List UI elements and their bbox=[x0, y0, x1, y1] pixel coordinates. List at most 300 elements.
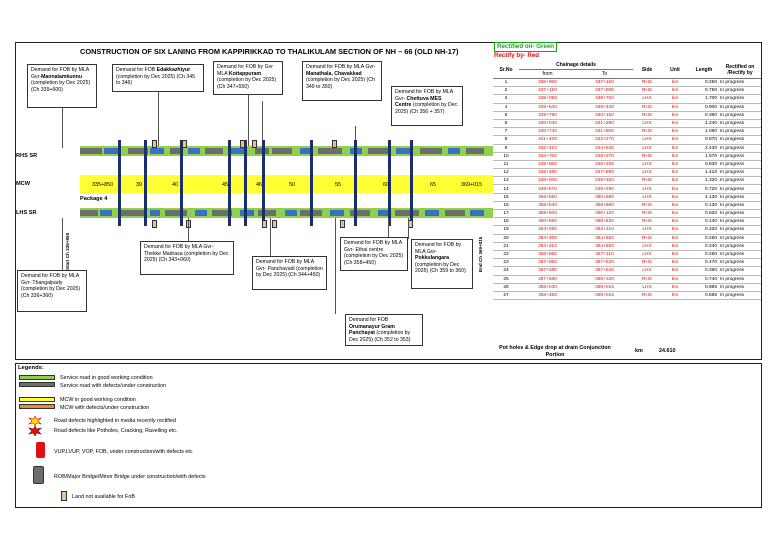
from-cell: 340+740 bbox=[519, 128, 576, 136]
lead-line bbox=[62, 108, 63, 148]
structure-pier bbox=[228, 140, 231, 226]
length-cell: 0.740 bbox=[689, 275, 719, 283]
side-cell: RHS bbox=[633, 128, 661, 136]
legend-item: Road defects highlighted in media recently rectified bbox=[54, 418, 176, 424]
status-cell: In progress bbox=[719, 128, 761, 136]
land-na-marker bbox=[272, 220, 277, 228]
unit-cell: km bbox=[661, 250, 689, 258]
legend-swatch-mcw-good bbox=[19, 397, 55, 402]
table-row bbox=[493, 128, 761, 136]
length-cell: 4.130 bbox=[689, 193, 719, 201]
to-cell: 369+015 bbox=[576, 291, 633, 299]
sr-no-cell: 11 bbox=[493, 160, 519, 168]
side-cell: RHS bbox=[633, 103, 661, 111]
land-na-marker bbox=[182, 140, 187, 148]
length-cell: 0.250 bbox=[689, 79, 719, 87]
length-cell: 0.250 bbox=[689, 234, 719, 242]
unit-cell: km bbox=[661, 218, 689, 226]
lead-line bbox=[335, 218, 336, 314]
legend-item: VUP,LVUP, VOP, FOB, under construction/with defects etc bbox=[54, 449, 193, 455]
land-na-marker bbox=[152, 220, 157, 228]
unit-cell: km bbox=[661, 79, 689, 87]
structure-pier bbox=[354, 140, 357, 226]
legend-swatch-bridge-defect bbox=[33, 466, 44, 484]
lhs-defect-block bbox=[165, 210, 187, 216]
from-cell: 358+530 bbox=[519, 201, 576, 209]
sr-no-cell: 4 bbox=[493, 103, 519, 111]
table-row bbox=[493, 291, 761, 299]
sr-no-cell: 19 bbox=[493, 226, 519, 234]
callout-pokkulangara: Demand for FOB by MLA Gvr- Pokkulangara (completion by Dec 2025) (Ch 359 to 360) bbox=[411, 239, 473, 289]
callout-ethai-centre: Demand for FOB by MLA Gvr- Ethai centre (completion by Dec 2025) (Ch 358+450) bbox=[340, 237, 408, 271]
callout-edakkazhiyur: Demand for FOB Edakkazhiyur (completion by Dec 2025) (Ch 345 to 346) bbox=[112, 64, 204, 92]
to-cell: 340+150 bbox=[576, 111, 633, 119]
land-na-marker bbox=[240, 140, 245, 148]
legend-item: Service road with defects/under construction bbox=[60, 383, 167, 389]
lhs-defect-block bbox=[120, 210, 144, 216]
lhs-defect-block bbox=[285, 210, 297, 216]
chainage-label: 50 bbox=[289, 182, 295, 188]
structure-pier bbox=[118, 140, 121, 226]
side-cell: RHS bbox=[633, 201, 661, 209]
table-row bbox=[493, 226, 761, 234]
callout-thangalpady: Demand for FOB by MLA Gvr- Thangalpady (completion by Dec 2025) (Ch 336+360) bbox=[17, 270, 87, 312]
length-cell: 1.700 bbox=[689, 95, 719, 103]
length-cell: 1.060 bbox=[689, 128, 719, 136]
unit-cell: km bbox=[661, 95, 689, 103]
status-cell: In progress bbox=[719, 185, 761, 193]
from-cell: 336+900 bbox=[519, 79, 576, 87]
to-cell: 364+650 bbox=[576, 234, 633, 242]
status-cell: In progress bbox=[719, 275, 761, 283]
land-na-marker bbox=[332, 140, 337, 148]
table-row bbox=[493, 283, 761, 291]
status-cell: In progress bbox=[719, 193, 761, 201]
summary-total: 24.610 bbox=[659, 348, 676, 354]
status-cell: In progress bbox=[719, 119, 761, 127]
to-cell: 349+290 bbox=[576, 185, 633, 193]
to-cell: 341+280 bbox=[576, 119, 633, 127]
side-cell: RHS bbox=[633, 111, 661, 119]
unit-cell: km bbox=[661, 136, 689, 144]
status-cell: In progress bbox=[719, 267, 761, 275]
rectify-red-label: Rectify by- Red bbox=[494, 52, 540, 59]
legend-item: Road defects like Potholes, Cracking, Ravelling etc. bbox=[54, 428, 178, 434]
chainage-label: 335+850 bbox=[92, 182, 114, 188]
table-row bbox=[493, 152, 761, 160]
unit-cell: km bbox=[661, 152, 689, 160]
unit-cell: km bbox=[661, 234, 689, 242]
to-cell: 367+110 bbox=[576, 250, 633, 258]
rectified-note bbox=[494, 42, 557, 60]
chainage-label: 46 bbox=[256, 182, 262, 188]
lead-line bbox=[408, 218, 409, 239]
to-cell: 344+840 bbox=[576, 144, 633, 152]
to-cell: 346+270 bbox=[576, 152, 633, 160]
lhs-defect-block bbox=[350, 210, 370, 216]
callout-thekke-madrasa: Demand for FOB by MLA Gvr- Thekke Madrasa (completion by Dec 2025) (Ch 343+060) bbox=[140, 241, 234, 275]
from-cell: 359+500 bbox=[519, 210, 576, 218]
chainage-label: 39 bbox=[136, 182, 142, 188]
unit-cell: km bbox=[661, 259, 689, 267]
rhs-defect-block bbox=[466, 148, 484, 154]
to-cell: 367+520 bbox=[576, 259, 633, 267]
side-cell: RHS bbox=[633, 234, 661, 242]
side-cell: RHS bbox=[633, 259, 661, 267]
status-cell: In progress bbox=[719, 79, 761, 87]
unit-cell: km bbox=[661, 185, 689, 193]
table-row bbox=[493, 193, 761, 201]
unit-cell: km bbox=[661, 177, 689, 185]
length-cell: 1.320 bbox=[689, 177, 719, 185]
table-row bbox=[493, 160, 761, 168]
sr-no-cell: 25 bbox=[493, 275, 519, 283]
status-table bbox=[493, 61, 761, 300]
unit-cell: km bbox=[661, 128, 689, 136]
col-chainage: Chainage details bbox=[519, 61, 633, 70]
length-cell: 0.900 bbox=[689, 103, 719, 111]
sr-no-cell: 17 bbox=[493, 210, 519, 218]
callout-chettuva: Demand for FOB by MLA Gvr- Chettuva MES Centre (completion by Dec 2025) (Ch 356 + 357) bbox=[391, 86, 463, 126]
rhs-defect-block bbox=[205, 148, 223, 154]
lead-line bbox=[62, 218, 63, 270]
rhs-defect-block bbox=[420, 148, 442, 154]
length-cell: 0.720 bbox=[689, 185, 719, 193]
sr-no-cell: 10 bbox=[493, 152, 519, 160]
table-row bbox=[493, 250, 761, 258]
from-cell: 348+570 bbox=[519, 185, 576, 193]
chainage-label: 45 bbox=[222, 182, 228, 188]
status-cell: In progress bbox=[719, 226, 761, 234]
legend-swatch-mcw-defect bbox=[19, 404, 55, 409]
length-cell: 0.130 bbox=[689, 201, 719, 209]
lhs-defect-block bbox=[240, 210, 254, 216]
table-row bbox=[493, 79, 761, 87]
to-cell: 337+900 bbox=[576, 87, 633, 95]
structure-pier bbox=[144, 140, 147, 226]
page-title: CONSTRUCTION OF SIX LANING FROM KAPPIRIKKAD TO THALIKULAM SECTION OF NH – 66 (OLD NH-17) bbox=[80, 47, 459, 56]
length-cell: 0.240 bbox=[689, 242, 719, 250]
from-cell: 366+860 bbox=[519, 250, 576, 258]
defect-burst-icon bbox=[28, 426, 42, 436]
callout-orumanayur: Demand for FOB Orumanayur Gram Panchayat (completion by Dec 2025) (Ch 352 to 353) bbox=[345, 314, 423, 346]
legend-swatch-service-good bbox=[19, 375, 55, 380]
sr-no-cell: 2 bbox=[493, 87, 519, 95]
from-cell: 368+030 bbox=[519, 283, 576, 291]
from-cell: 337+150 bbox=[519, 87, 576, 95]
unit-cell: km bbox=[661, 242, 689, 250]
unit-cell: km bbox=[661, 144, 689, 152]
from-cell: 360+690 bbox=[519, 218, 576, 226]
from-cell: 364+090 bbox=[519, 226, 576, 234]
unit-cell: km bbox=[661, 226, 689, 234]
side-cell: RHS bbox=[633, 152, 661, 160]
lhs-defect-block bbox=[80, 210, 98, 216]
length-cell: 1.570 bbox=[689, 152, 719, 160]
chainage-label: 40 bbox=[172, 182, 178, 188]
side-cell: LHS bbox=[633, 242, 661, 250]
callout-panchavadi: Demand for FOB by MLA Gvr- Panchavadi (completion by Dec 2025) (Ch 344+450) bbox=[252, 256, 327, 290]
side-cell: LHS bbox=[633, 136, 661, 144]
table-row bbox=[493, 242, 761, 250]
land-na-marker bbox=[252, 140, 257, 148]
table-row bbox=[493, 87, 761, 95]
legend-title: Legends: bbox=[18, 365, 44, 371]
status-cell: In progress bbox=[719, 144, 761, 152]
unit-cell: km bbox=[661, 111, 689, 119]
table-row bbox=[493, 234, 761, 242]
from-cell: 367+280 bbox=[519, 267, 576, 275]
to-cell: 339+440 bbox=[576, 103, 633, 111]
unit-cell: km bbox=[661, 201, 689, 209]
from-cell: 344+700 bbox=[519, 152, 576, 160]
lhs-defect-block bbox=[195, 210, 207, 216]
structure-pier bbox=[180, 140, 183, 226]
lead-line bbox=[248, 95, 249, 148]
sr-no-cell: 15 bbox=[493, 193, 519, 201]
status-cell: In progress bbox=[719, 218, 761, 226]
to-cell: 341+800 bbox=[576, 128, 633, 136]
to-cell: 360+120 bbox=[576, 210, 633, 218]
to-cell: 346+330 bbox=[576, 160, 633, 168]
rhs-defect-block bbox=[448, 148, 460, 154]
rectified-burst-icon bbox=[28, 416, 42, 426]
table-row bbox=[493, 201, 761, 209]
table-row bbox=[493, 218, 761, 226]
status-cell: In progress bbox=[719, 95, 761, 103]
rhs-defect-block bbox=[80, 148, 102, 154]
callout-mannalamkunnu: Demand for FOB by MLA Gvr-Mannalamkunnu (completion by Dec 2025) (Ch 339+600) bbox=[27, 64, 97, 108]
legend-swatch-structure-defect bbox=[36, 442, 45, 458]
package-label: Package 4 bbox=[80, 196, 108, 202]
from-cell: 345+500 bbox=[519, 160, 576, 168]
status-cell: In progress bbox=[719, 136, 761, 144]
rhs-defect-block bbox=[188, 148, 200, 154]
summary-unit: km bbox=[635, 348, 643, 354]
length-cell: 0.665 bbox=[689, 291, 719, 299]
start-chainage-label: Start Ch 335+850 bbox=[65, 232, 70, 270]
to-cell: 339+750 bbox=[576, 95, 633, 103]
unit-cell: km bbox=[661, 103, 689, 111]
lhs-defect-block bbox=[395, 210, 419, 216]
to-cell: 349+320 bbox=[576, 177, 633, 185]
from-cell: 341+400 bbox=[519, 136, 576, 144]
sr-no-cell: 22 bbox=[493, 250, 519, 258]
from-cell: 340+040 bbox=[519, 119, 576, 127]
sr-no-cell: 3 bbox=[493, 95, 519, 103]
side-cell: RHS bbox=[633, 177, 661, 185]
length-cell: 0.360 bbox=[689, 111, 719, 119]
table-row bbox=[493, 259, 761, 267]
side-cell: LHS bbox=[633, 283, 661, 291]
to-cell: 337+150 bbox=[576, 79, 633, 87]
side-cell: LHS bbox=[633, 119, 661, 127]
length-cell: 0.360 bbox=[689, 267, 719, 275]
sr-no-cell: 16 bbox=[493, 201, 519, 209]
status-cell: In progress bbox=[719, 291, 761, 299]
sr-no-cell: 6 bbox=[493, 119, 519, 127]
structure-pier bbox=[244, 140, 247, 226]
sr-no-cell: 13 bbox=[493, 177, 519, 185]
length-cell: 0.830 bbox=[689, 160, 719, 168]
summary-label: Pot holes & Edge drop at drain Conjunction Portion bbox=[499, 345, 611, 358]
from-cell: 367+580 bbox=[519, 275, 576, 283]
side-cell: RHS bbox=[633, 79, 661, 87]
length-cell: 0.620 bbox=[689, 210, 719, 218]
to-cell: 369+015 bbox=[576, 283, 633, 291]
from-cell: 339+790 bbox=[519, 111, 576, 119]
side-cell: LHS bbox=[633, 144, 661, 152]
legend-swatch-service-defect bbox=[19, 382, 55, 387]
side-cell: LHS bbox=[633, 160, 661, 168]
sr-no-cell: 5 bbox=[493, 111, 519, 119]
rhs-defect-block bbox=[368, 148, 388, 154]
land-na-marker bbox=[340, 220, 345, 228]
side-cell: LHS bbox=[633, 193, 661, 201]
to-cell: 364+650 bbox=[576, 242, 633, 250]
unit-cell: km bbox=[661, 119, 689, 127]
rhs-defect-block bbox=[272, 148, 292, 154]
sr-no-cell: 26 bbox=[493, 283, 519, 291]
status-cell: In progress bbox=[719, 210, 761, 218]
sr-no-cell: 14 bbox=[493, 185, 519, 193]
callout-manathala: Demand for FOB by MLA Gvr- Manathala, Chavakkad (completion by Dec 2025) (Ch 349 to 350) bbox=[302, 61, 382, 101]
from-cell: 368+350 bbox=[519, 291, 576, 299]
from-cell: 367+050 bbox=[519, 259, 576, 267]
col-from: from bbox=[519, 70, 576, 79]
status-cell: In progress bbox=[719, 259, 761, 267]
status-cell: In progress bbox=[719, 169, 761, 177]
col-unit: Unit bbox=[661, 61, 689, 79]
unit-cell: km bbox=[661, 275, 689, 283]
side-cell: LHS bbox=[633, 169, 661, 177]
length-cell: 1.410 bbox=[689, 169, 719, 177]
legend-swatch-land-na bbox=[61, 491, 67, 501]
unit-cell: km bbox=[661, 87, 689, 95]
lead-line bbox=[188, 218, 189, 241]
sr-no-cell: 9 bbox=[493, 144, 519, 152]
table-row bbox=[493, 103, 761, 111]
unit-cell: km bbox=[661, 267, 689, 275]
rhs-defect-block bbox=[104, 148, 118, 154]
table-row bbox=[493, 169, 761, 177]
table-row bbox=[493, 177, 761, 185]
unit-cell: km bbox=[661, 160, 689, 168]
rectified-green-label: Rectified on- Green bbox=[494, 42, 557, 52]
sr-no-cell: 1 bbox=[493, 79, 519, 87]
table-row bbox=[493, 210, 761, 218]
sr-no-cell: 12 bbox=[493, 169, 519, 177]
col-length: Length bbox=[689, 61, 719, 79]
from-cell: 364+400 bbox=[519, 234, 576, 242]
rhs-defect-block bbox=[150, 148, 164, 154]
side-cell: LHS bbox=[633, 267, 661, 275]
table-header-row bbox=[493, 61, 761, 70]
chainage-label: 65 bbox=[430, 182, 436, 188]
lead-line bbox=[158, 92, 159, 148]
sr-no-cell: 20 bbox=[493, 234, 519, 242]
to-cell: 347+890 bbox=[576, 169, 633, 177]
from-cell: 348+000 bbox=[519, 177, 576, 185]
unit-cell: km bbox=[661, 283, 689, 291]
side-cell: RHS bbox=[633, 218, 661, 226]
land-na-marker bbox=[152, 140, 157, 148]
status-cell: In progress bbox=[719, 160, 761, 168]
status-cell: In progress bbox=[719, 152, 761, 160]
side-cell: LHS bbox=[633, 95, 661, 103]
status-cell: In progress bbox=[719, 103, 761, 111]
unit-cell: km bbox=[661, 210, 689, 218]
chainage-label: 60 bbox=[383, 182, 389, 188]
col-to: To bbox=[576, 70, 633, 79]
rhs-defect-block bbox=[396, 148, 410, 154]
table-row bbox=[493, 275, 761, 283]
side-cell: LHS bbox=[633, 250, 661, 258]
lhs-sr-label: LHS SR bbox=[16, 210, 37, 216]
status-cell: In progress bbox=[719, 87, 761, 95]
rhs-sr-label: RHS SR bbox=[16, 153, 38, 159]
length-cell: 0.985 bbox=[689, 283, 719, 291]
table-row bbox=[493, 111, 761, 119]
status-cell: In progress bbox=[719, 177, 761, 185]
side-cell: LHS bbox=[633, 185, 661, 193]
length-cell: 0.140 bbox=[689, 218, 719, 226]
legend-item: Land not available for FoB bbox=[72, 494, 135, 500]
status-cell: In progress bbox=[719, 111, 761, 119]
side-cell: RHS bbox=[633, 87, 661, 95]
table-row bbox=[493, 267, 761, 275]
legend-item: ROB/Major Bridge/Minor Bridge under construction/with defects bbox=[54, 474, 206, 480]
structure-pier bbox=[310, 140, 313, 226]
length-cell: 0.870 bbox=[689, 136, 719, 144]
status-cell: In progress bbox=[719, 201, 761, 209]
to-cell: 360+680 bbox=[576, 193, 633, 201]
status-cell: In progress bbox=[719, 250, 761, 258]
to-cell: 364+310 bbox=[576, 226, 633, 234]
length-cell: 0.750 bbox=[689, 87, 719, 95]
from-cell: 338+540 bbox=[519, 103, 576, 111]
to-cell: 358+660 bbox=[576, 201, 633, 209]
lhs-defect-block bbox=[425, 210, 439, 216]
lhs-defect-block bbox=[330, 210, 344, 216]
length-cell: 0.250 bbox=[689, 250, 719, 258]
side-cell: LHS bbox=[633, 226, 661, 234]
lead-line bbox=[270, 218, 271, 256]
to-cell: 360+830 bbox=[576, 218, 633, 226]
legend-item: Service road in good working condition bbox=[60, 375, 153, 381]
col-rectified: Rectified on /Rectify by bbox=[719, 61, 761, 79]
length-cell: 0.220 bbox=[689, 226, 719, 234]
unit-cell: km bbox=[661, 169, 689, 177]
lhs-defect-block bbox=[445, 210, 465, 216]
lead-line bbox=[388, 218, 389, 237]
length-cell: 1.240 bbox=[689, 119, 719, 127]
sr-no-cell: 8 bbox=[493, 136, 519, 144]
from-cell: 342+410 bbox=[519, 144, 576, 152]
status-cell: In progress bbox=[719, 242, 761, 250]
sr-no-cell: 24 bbox=[493, 267, 519, 275]
lhs-defect-block bbox=[100, 210, 112, 216]
to-cell: 368+320 bbox=[576, 275, 633, 283]
lhs-defect-block bbox=[470, 210, 484, 216]
side-cell: RHS bbox=[633, 210, 661, 218]
side-cell: RHS bbox=[633, 275, 661, 283]
legend-item: MCW in good working condition bbox=[60, 397, 136, 403]
lhs-defect-block bbox=[258, 210, 276, 216]
status-cell: In progress bbox=[719, 234, 761, 242]
length-cell: 0.470 bbox=[689, 259, 719, 267]
table-row bbox=[493, 119, 761, 127]
